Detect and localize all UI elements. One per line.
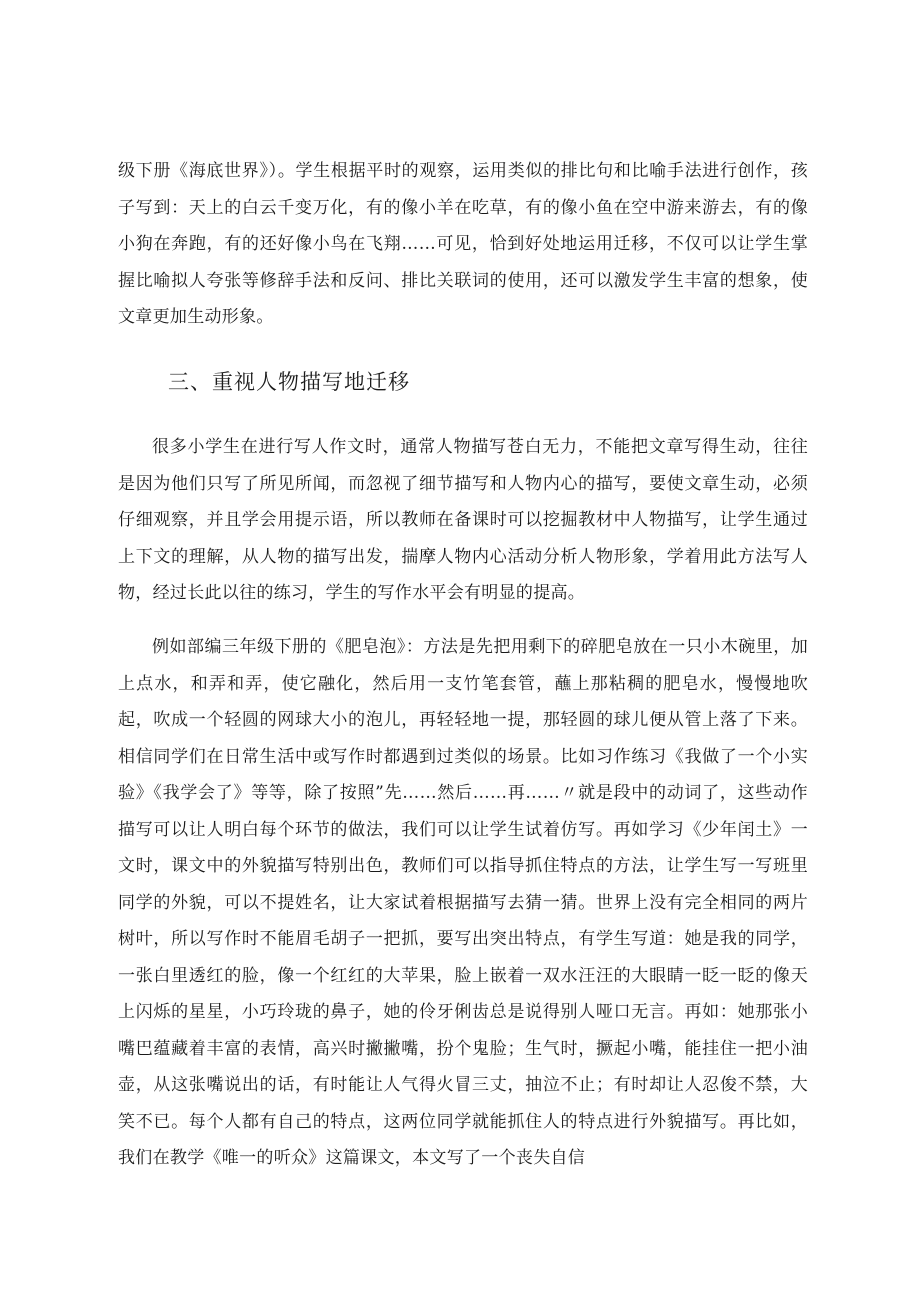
paragraph-example: 例如部编三年级下册的《肥皂泡》：方法是先把用剩下的碎肥皂放在一只小木碗里，加上点水，和弄和弄，使它融化，然后用一支竹笔套管，蘸上那粘稠的肥皂水，慢慢地吹起，吹成一个轻圆的网球大小的泡儿，再轻轻地一提，那轻圆的球儿便从管上落了下来。相信同学们在日常生活中或写作时都遇到过类似的场景。比如习作练习《我做了一个小实验》《我学会了》等等，除了按照”先……然后……再……〃就是段中的动词了，这些动作描写可以让人明白每个环节的做法，我们可以让学生试着仿写。再如学习《少年闰土》一文时，课文中的外貌描写特别出色，教师们可以指导抓住特点的方法，让学生写一写班里同学的外貌，可以不提姓名，让大家试着根据描写去猜一猜。世界上没有完全相同的两片树叶，所以写作时不能眉毛胡子一把抓，要写出突出特点，有学生写道：她是我的同学，一张白里透红的脸，像一个红红的大苹果，脸上嵌着一双水汪汪的大眼睛一眨一眨的像天上闪烁的星星，小巧玲珑的鼻子，她的伶牙俐齿总是说得别人哑口无言。再如：她那张小嘴巴蕴藏着丰富的表情，高兴时撇撇嘴，扮个鬼脸；生气时，撅起小嘴，能挂住一把小油壶，从这张嘴说出的话，有时能让人气得火冒三丈，抽泣不止；有时却让人忍俊不禁，大笑不已。每个人都有自己的特点，这两位同学就能抓住人的特点进行外貌描写。再比如，我们在教学《唯一的听众》这篇课文，本文写了一个丧失自信 (118, 637, 808, 1168)
section-heading: 三、重视人物描写地迁移 (168, 370, 410, 394)
paragraph-continuation: 级下册《海底世界》）。学生根据平时的观察，运用类似的排比句和比喻手法进行创作，孩子写到：天上的白云千变万化，有的像小羊在吃草，有的像小鱼在空中游来游去，有的像小狗在奔跑，有的还好像小鸟在飞翔……可见，恰到好处地运用迁移，不仅可以让学生掌握比喻拟人夸张等修辞手法和反问、排比关联词的使用，还可以激发学生丰富的想象，使文章更加生动形象。 (118, 161, 808, 327)
paragraph-intro: 很多小学生在进行写人作文时，通常人物描写苍白无力，不能把文章写得生动，往往是因为他们只写了所见所闻，而忽视了细节描写和人物内心的描写，要使文章生动，必须仔细观察，并且学会用提示语，所以教师在备课时可以挖掘教材中人物描写，让学生通过上下文的理解，从人物的描写出发，揣摩人物内心活动分析人物形象，学着用此方法写人物，经过长此以往的练习，学生的写作水平会有明显的提高。 (118, 437, 808, 603)
